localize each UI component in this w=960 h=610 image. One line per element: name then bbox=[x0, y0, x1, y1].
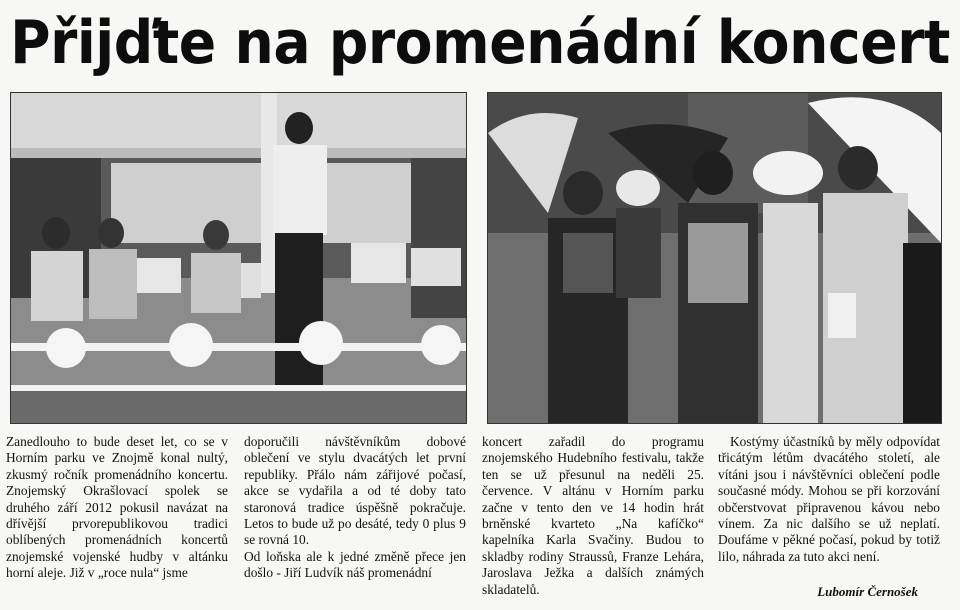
article-column-2 bbox=[244, 434, 466, 582]
author-signature: Lubomír Černošek bbox=[817, 584, 918, 599]
photo-parasols-image bbox=[488, 93, 941, 423]
article-column-3 bbox=[482, 434, 704, 598]
paragraph-dress: doporučili návštěvníkům dobové oblečení ve stylu dvacátých let první republiky. Přálo nám zářijové počasí, akce se vydařila a od té doby tato staronová tradice úspěšně pokračuje. Letos to bude už po desáté, tedy 0 plus 9 se rovná 10. bbox=[244, 434, 466, 548]
photo-orchestra bbox=[10, 92, 467, 424]
photo-parasols bbox=[487, 92, 942, 424]
paragraph-program: koncert zařadil do programu znojemského Hudebního festivalu, takže ten se už přesunul na neděli 25. července. V altánu v Horním parku začne v tento den ve 14 hodin hrát brněnské kvarteto „Na kafíčko“ kapelníka Karla Svačiny. Budou to skladby rodiny Straussů, Franze Lehára, Jaroslava Ježka a dalších známých skladatelů. bbox=[482, 434, 704, 597]
paragraph-change: Od loňska ale k jedné změně přece jen došlo - Jiří Ludvík náš promenádní bbox=[244, 548, 466, 581]
headline: Přijďte na promenádní koncert bbox=[10, 8, 950, 78]
paragraph-costumes: Kostýmy účastníků by měly odpovídat třicátým létům dvacátého století, ale vítáni jsou i návštěvníci oblečení podle současné módy. Mohou se při korzování občerstvovat připravenou kávou nebo vínem. Za nic dalšího se už neplatí. Doufáme v pěkné počasí, pokud by totiž lilo, náhrada za tuto akci není. bbox=[718, 434, 940, 564]
article-column-1 bbox=[6, 434, 228, 582]
paragraph-intro: Zanedlouho to bude deset let, co se v Horním parku ve Znojmě konal nultý, zkusmý ročník promenádního koncertu. Znojemský Okrašlovací spolek se druhého září 2012 pokusil navázat na dřívější prvorepublikovou tradici oblíbených promenádních koncertů znojemské vojenské hudby v altánku horní aleje. Již v „roce nula“ jsme bbox=[6, 434, 228, 581]
article-column-4 bbox=[718, 434, 940, 565]
article-body bbox=[6, 434, 940, 606]
photo-orchestra-image bbox=[11, 93, 466, 423]
